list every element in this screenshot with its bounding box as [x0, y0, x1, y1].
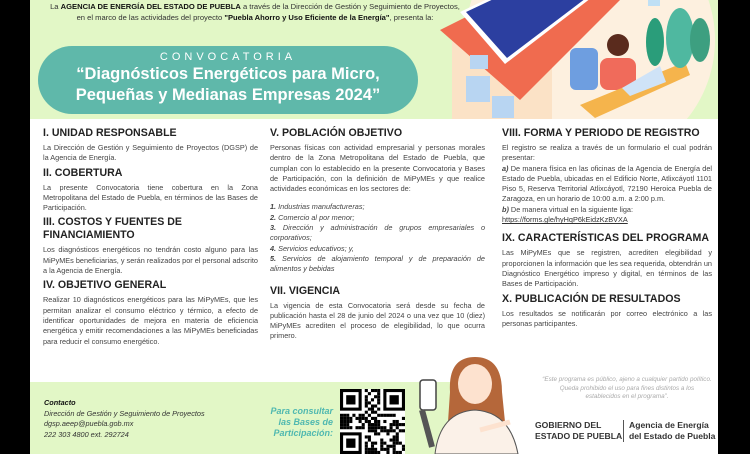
list-item: 4. Servicios educativos; y,	[270, 243, 354, 253]
agencia-logo: Agencia de Energía del Estado de Puebla	[623, 420, 715, 442]
header-title-line1: “Diagnósticos Energéticos para Micro,	[76, 65, 380, 83]
section-title: IV. OBJETIVO GENERAL	[43, 279, 167, 292]
disclaimer: “Este programa es público, ajeno a cualquier partido político. Queda prohibido el uso para fines distintos a los establecidos en el programa”.	[542, 376, 712, 400]
section-text: La vigencia de esta Convocatoria será desde su fecha de publicación hasta el 28 de junio del 2024 o una vez que 10 (diez) MiPyMEs acrediten el proceso de elegibilidad, lo que ocurra primero.	[270, 300, 485, 341]
section-title: VII. VIGENCIA	[270, 284, 341, 297]
section-text: El registro se realiza a través de un formulario el cual podrán presentar: a) De manera física en las oficinas de la Agencia de Energía del Estado de Puebla, ubicadas en el Edificio Norte, Atlixcáyotl 1101 Piso 5, Reserva Territorial Atlixcáyotl, 72190 Heroica Puebla de Zaragoza, en un horario de 10:00 a.m. a 2:00 p.m. b) De manera virtual en la siguiente liga:	[502, 143, 713, 214]
contact-dept: Dirección de Gestión y Seguimiento de Proyectos	[44, 408, 205, 418]
gobierno-logo: GOBIERNO DEL ESTADO DE PUEBLA	[535, 420, 623, 441]
section-text: La presente Convocatoria tiene cobertura en la Zona Metropolitana del Estado de Puebla, en términos de las Bases de Participación.	[43, 182, 258, 213]
contact-block	[44, 398, 205, 440]
section-title: III. COSTOS Y FUENTES DE FINANCIAMIENTO	[43, 216, 182, 242]
section-text: Los diagnósticos energéticos no tendrán costo alguno para las MiPyMEs beneficiarias, y serán realizados por el personal adscrito a la Agencia de Energía.	[43, 245, 258, 276]
poster	[30, 0, 718, 454]
section-text: Los resultados se notificarán por correo electrónico a las personas participantes.	[502, 308, 712, 328]
column-2	[270, 125, 485, 345]
contact-title: Contacto	[44, 398, 76, 407]
section-text: Realizar 10 diagnósticos energéticos para las MiPyMEs, que les permitan analizar el consumo eléctrico y térmico, a efecto de identificar oportunidades de mejora en materia de eficiencia energética y emitir recomendaciones a las MiPyMEs beneficiadas para reducir el consumo energético.	[43, 295, 258, 346]
meter-icon	[470, 55, 488, 69]
section-title: II. COBERTURA	[43, 166, 123, 179]
solar-house-illustration	[430, 0, 718, 120]
section-title: VIII. FORMA Y PERIODO DE REGISTRO	[502, 127, 700, 139]
list-item: 1. Industrias manufactureras;	[270, 202, 365, 212]
list-item: 2. Comercio al por menor;	[270, 212, 355, 222]
contact-email[interactable]: dgsp.aeep@puebla.gob.mx	[44, 419, 134, 428]
phone-icon	[420, 380, 436, 410]
registration-form-link[interactable]: https://forms.gle/hyHqP6kEidzKzBVXA	[502, 215, 628, 225]
column-3	[502, 125, 712, 332]
woman-pointing-illustration	[410, 352, 530, 454]
intro-text: La AGENCIA DE ENERGÍA DEL ESTADO DE PUEBLA a través de la Dirección de Gestión y Seguimiento de Proyectos, en el marco de las actividades del proyecto "Puebla Ahorro y Uso Eficiente de la Energía", presenta la:	[50, 2, 460, 22]
qr-code[interactable]	[340, 389, 405, 454]
consult-label: Para consultar las Bases de Participación:	[270, 406, 333, 438]
sector-list	[270, 202, 485, 274]
section-title: X. PUBLICACIÓN DE RESULTADOS	[502, 292, 681, 305]
section-title: I. UNIDAD RESPONSABLE	[43, 127, 177, 139]
contact-phone: 222 303 4800 ext. 292724	[44, 429, 129, 439]
section-title: V. POBLACIÓN OBJETIVO	[270, 127, 403, 139]
header-kicker: CONVOCATORIA	[159, 51, 297, 63]
column-1	[43, 125, 258, 350]
header-title-line2: Pequeñas y Medianas Empresas 2024”	[75, 86, 381, 104]
list-item: 3. Dirección y administración de grupos empresariales o corporativos;	[270, 223, 485, 243]
section-text: Las MiPyMEs que se registren, acrediten elegibilidad y proporcionen la información que les sea requerida, obtendrán un Diagnóstico Energético impreso y digital, en términos de las Bases de Participación.	[502, 248, 712, 289]
header-banner	[38, 46, 418, 114]
list-item: 5. Servicios de alojamiento temporal y de preparación de alimentos y bebidas	[270, 253, 485, 274]
section-text: La Dirección de Gestión y Seguimiento de Proyectos (DGSP) de la Agencia de Energía.	[43, 143, 258, 163]
section-text: Personas físicas con actividad empresarial y personas morales dentro de la Zona Metropolitana del Estado de Puebla, que cumplan con lo establecido en la presente Convocatoria y Bases de Participación, con la definición de MiPyMEs y que realice actividades económicas en los sectores de:	[270, 143, 485, 194]
section-title: IX. CARACTERÍSTICAS DEL PROGRAMA	[502, 232, 709, 245]
